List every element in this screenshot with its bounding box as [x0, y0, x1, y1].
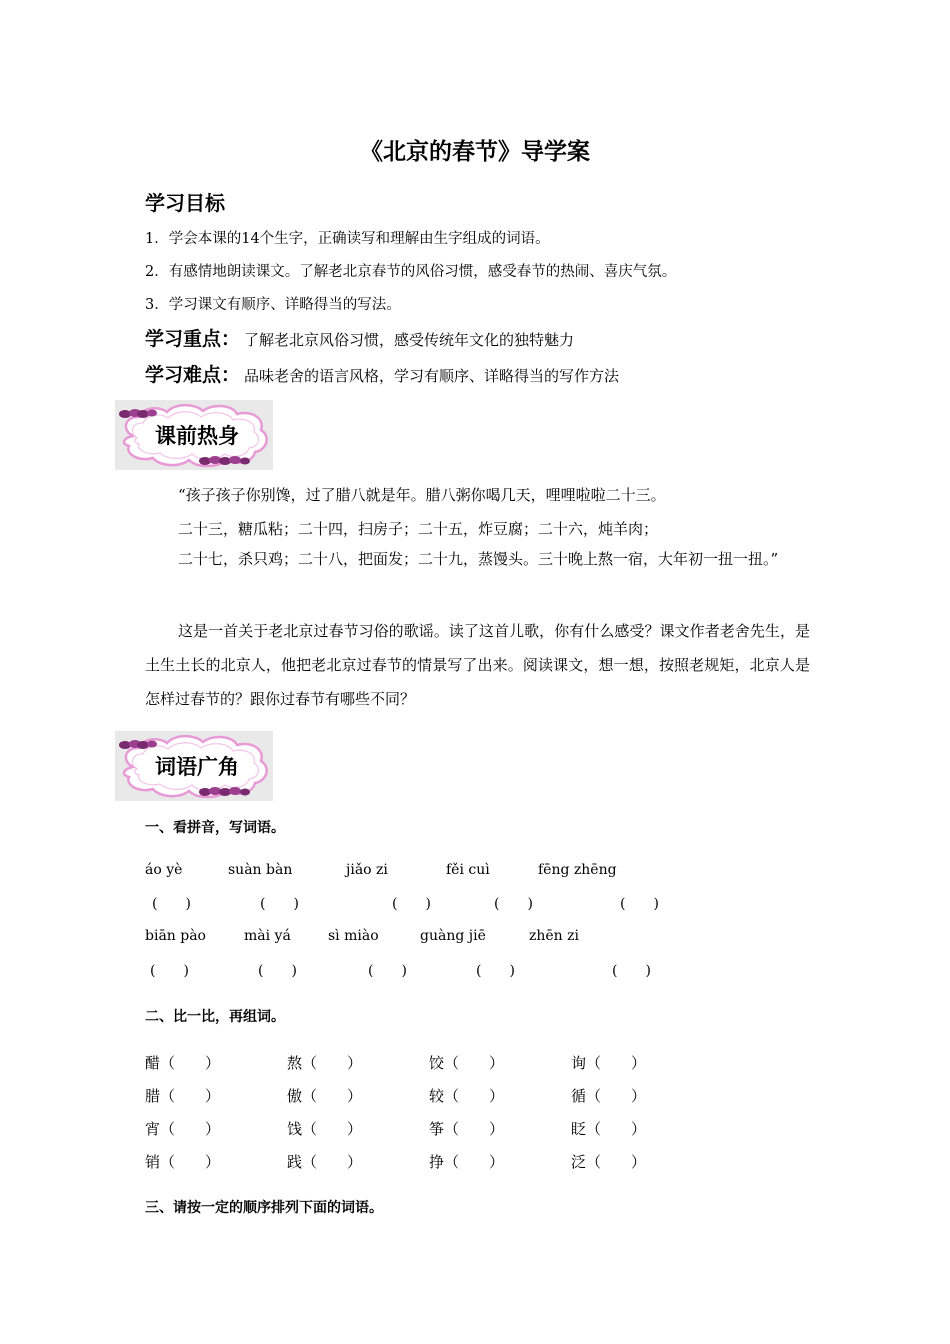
answer-blank[interactable]: ( )	[150, 963, 189, 979]
pinyin: sì miào	[328, 928, 379, 944]
objective-item: 1．学会本课的14个生字，正确读写和理解由生字组成的词语。	[145, 231, 550, 247]
pinyin: mài yá	[244, 928, 291, 944]
compare-item[interactable]: 饺（ ）	[429, 1054, 505, 1072]
answer-blank[interactable]: ( )	[258, 963, 297, 979]
key-point-label: 学习重点：	[145, 328, 241, 350]
compare-item[interactable]: 筝（ ）	[429, 1120, 505, 1138]
section-heading-3: 三、请按一定的顺序排列下面的词语。	[145, 1200, 383, 1216]
pinyin: biān pào	[145, 928, 206, 944]
compare-item[interactable]: 饯（ ）	[287, 1120, 363, 1138]
answer-blank[interactable]: ( )	[260, 896, 299, 912]
answer-blank[interactable]: ( )	[392, 896, 431, 912]
objective-item: 3．学习课文有顺序、详略得当的写法。	[145, 297, 401, 313]
answer-blank[interactable]: ( )	[476, 963, 515, 979]
pinyin: fěi cuì	[446, 862, 490, 878]
rhyme-line: 二十七，杀只鸡；二十八，把面发；二十九，蒸馒头。三十晚上熬一宿，大年初一扭一扭。”	[178, 550, 779, 568]
objective-item: 2．有感情地朗读课文。了解老北京春节的风俗习惯，感受春节的热闹、喜庆气氛。	[145, 264, 677, 280]
pinyin: fēng zhēng	[538, 862, 617, 878]
pinyin: jiǎo zi	[346, 862, 388, 878]
compare-item[interactable]: 熬（ ）	[287, 1054, 363, 1072]
compare-item[interactable]: 宵（ ）	[145, 1120, 221, 1138]
section-heading-1: 一、看拼音，写词语。	[145, 820, 285, 836]
warmup-paragraph: 这是一首关于老北京过春节习俗的歌谣。读了这首儿歌，你有什么感受？课文作者老舍先生，是土生土长的北京人，他把老北京过春节的情景写了出来。阅读课文，想一想，按照老规矩，北京人是怎样过春节的？跟你过春节有哪些不同？	[145, 622, 810, 708]
answer-blank[interactable]: ( )	[368, 963, 407, 979]
answer-blank[interactable]: ( )	[494, 896, 533, 912]
compare-item[interactable]: 询（ ）	[571, 1054, 647, 1072]
pinyin: áo yè	[145, 862, 183, 878]
pinyin: suàn bàn	[228, 862, 293, 878]
objectives-heading: 学习目标	[145, 191, 225, 215]
page-title: 《北京的春节》导学案	[360, 139, 590, 165]
difficulty	[145, 360, 619, 387]
key-point-text: 了解老北京风俗习惯，感受传统年文化的独特魅力	[244, 331, 575, 349]
rhyme-line: 二十三，糖瓜粘；二十四，扫房子；二十五，炸豆腐；二十六，炖羊肉；	[178, 520, 659, 538]
compare-item[interactable]: 践（ ）	[287, 1153, 363, 1171]
compare-item[interactable]: 傲（ ）	[287, 1087, 363, 1105]
rhyme-line: “孩子孩子你别馋，过了腊八就是年。腊八粥你喝几天，哩哩啦啦二十三。	[178, 486, 666, 504]
difficulty-text: 品味老舍的语言风格，学习有顺序、详略得当的写作方法	[244, 367, 620, 385]
compare-item[interactable]: 泛（ ）	[571, 1153, 647, 1171]
compare-item[interactable]: 醋（ ）	[145, 1054, 221, 1072]
compare-item[interactable]: 腊（ ）	[145, 1087, 221, 1105]
compare-item[interactable]: 眨（ ）	[571, 1120, 647, 1138]
compare-item[interactable]: 循（ ）	[571, 1087, 647, 1105]
warmup-badge	[115, 400, 273, 470]
answer-blank[interactable]: ( )	[152, 896, 191, 912]
vocab-badge-label: 词语广角	[155, 755, 239, 779]
answer-blank[interactable]: ( )	[620, 896, 659, 912]
compare-item[interactable]: 挣（ ）	[429, 1153, 505, 1171]
key-point	[145, 324, 574, 351]
difficulty-label: 学习难点：	[145, 364, 241, 386]
vocab-badge	[115, 731, 273, 801]
pinyin: guàng jiē	[420, 928, 486, 944]
answer-blank[interactable]: ( )	[612, 963, 651, 979]
section-heading-2: 二、比一比，再组词。	[145, 1009, 285, 1025]
compare-item[interactable]: 较（ ）	[429, 1087, 505, 1105]
warmup-badge-label: 课前热身	[155, 424, 239, 448]
pinyin: zhēn zi	[529, 928, 579, 944]
compare-item[interactable]: 销（ ）	[145, 1153, 221, 1171]
